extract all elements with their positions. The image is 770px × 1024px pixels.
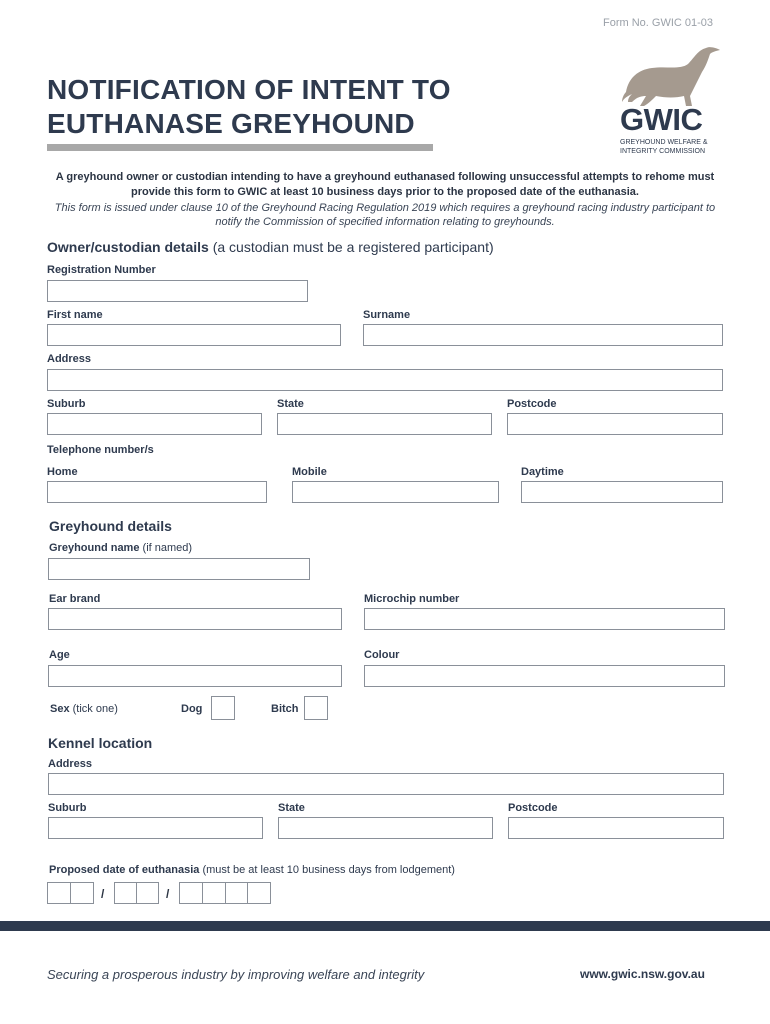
telephone-label: Telephone number/s	[47, 444, 154, 456]
greyhound-name-field[interactable]	[48, 558, 310, 580]
kennel-postcode-field[interactable]	[508, 817, 724, 839]
daytime-field[interactable]	[521, 481, 723, 503]
colour-field[interactable]	[364, 665, 725, 687]
logo-wordmark: GWIC	[620, 102, 703, 137]
date-year-field[interactable]	[179, 882, 271, 904]
kennel-address-field[interactable]	[48, 773, 724, 795]
page-title	[47, 73, 451, 141]
date-day-field[interactable]	[47, 882, 94, 904]
mobile-label: Mobile	[292, 466, 327, 478]
owner-state-field[interactable]	[277, 413, 492, 435]
dog-label: Dog	[181, 703, 203, 715]
first-name-field[interactable]	[47, 324, 341, 346]
kennel-suburb-field[interactable]	[48, 817, 263, 839]
owner-section-heading: Owner/custodian details (a custodian must be a registered participant)	[47, 239, 494, 255]
kennel-suburb-label: Suburb	[48, 802, 87, 814]
daytime-label: Daytime	[521, 466, 564, 478]
kennel-state-label: State	[278, 802, 305, 814]
title-line-2: EUTHANASE GREYHOUND	[47, 108, 415, 139]
intro-legal-note: This form is issued under clause 10 of the Greyhound Racing Regulation 2019 which requires a greyhound racing industry participant to notify the Commission of specified information relating to greyhounds.	[54, 202, 716, 228]
ear-brand-label: Ear brand	[49, 593, 101, 605]
logo-subtitle: GREYHOUND WELFARE & INTEGRITY COMMISSION	[620, 139, 708, 155]
kennel-state-field[interactable]	[278, 817, 493, 839]
registration-number-field[interactable]	[47, 280, 308, 302]
first-name-label: First name	[47, 309, 103, 321]
kennel-postcode-label: Postcode	[508, 802, 558, 814]
footer-tagline: Securing a prosperous industry by improving welfare and integrity	[47, 967, 425, 982]
owner-address-label: Address	[47, 353, 92, 365]
date-month-field[interactable]	[114, 882, 159, 904]
colour-label: Colour	[364, 649, 400, 661]
greyhound-name-label: Greyhound name (if named)	[49, 542, 193, 554]
microchip-label: Microchip number	[364, 593, 460, 605]
sex-label: Sex (tick one)	[50, 703, 118, 715]
greyhound-section-heading: Greyhound details	[49, 518, 172, 534]
owner-suburb-field[interactable]	[47, 413, 262, 435]
ear-brand-field[interactable]	[48, 608, 342, 630]
date-separator: /	[166, 887, 170, 901]
dog-checkbox[interactable]	[211, 696, 235, 720]
title-line-1: NOTIFICATION OF INTENT TO	[47, 74, 451, 105]
owner-state-label: State	[277, 398, 304, 410]
home-phone-field[interactable]	[47, 481, 267, 503]
footer-bar	[0, 921, 770, 931]
home-phone-label: Home	[47, 466, 78, 478]
owner-postcode-label: Postcode	[507, 398, 557, 410]
form-number: Form No. GWIC 01-03	[603, 17, 714, 29]
owner-address-field[interactable]	[47, 369, 723, 391]
age-label: Age	[49, 649, 70, 661]
bitch-label: Bitch	[271, 703, 299, 715]
owner-postcode-field[interactable]	[507, 413, 723, 435]
kennel-address-label: Address	[48, 758, 93, 770]
registration-number-label: Registration Number	[47, 264, 156, 276]
title-underline	[47, 144, 433, 151]
owner-suburb-label: Suburb	[47, 398, 86, 410]
bitch-checkbox[interactable]	[304, 696, 328, 720]
footer-url[interactable]: www.gwic.nsw.gov.au	[580, 967, 705, 981]
mobile-field[interactable]	[292, 481, 499, 503]
date-separator: /	[101, 887, 105, 901]
proposed-date-label: Proposed date of euthanasia (must be at least 10 business days from lodgement)	[49, 864, 455, 876]
kennel-section-heading: Kennel location	[48, 735, 153, 751]
microchip-field[interactable]	[364, 608, 725, 630]
surname-label: Surname	[363, 309, 411, 321]
surname-field[interactable]	[363, 324, 723, 346]
intro-text: A greyhound owner or custodian intending to have a greyhound euthanased following unsuccessful attempts to rehome must provide this form to GWIC at least 10 business days prior to the proposed date of the euthanasia.	[55, 171, 715, 198]
age-field[interactable]	[48, 665, 342, 687]
